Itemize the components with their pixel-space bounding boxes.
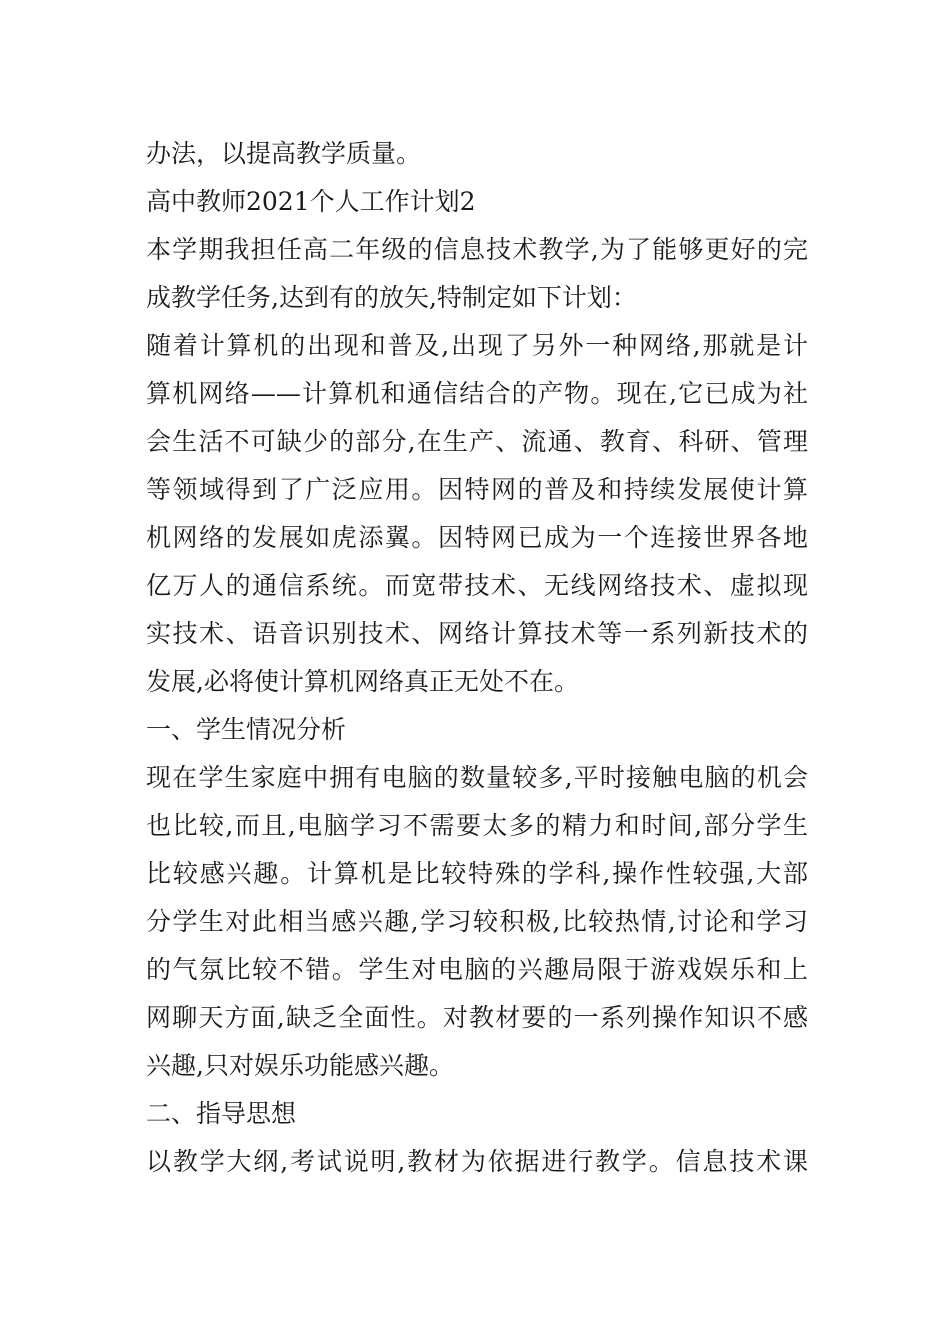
paragraph-line: 办法，以提高教学质量。 xyxy=(146,139,422,168)
document-body xyxy=(146,130,808,1186)
section-heading: 一、学生情况分析 xyxy=(146,715,347,744)
paragraph-line: 兴趣,只对娱乐功能感兴趣。 xyxy=(146,1051,454,1080)
paragraph-line: 现在学生家庭中拥有电脑的数量较多,平时接触电脑的机会 xyxy=(146,763,808,792)
paragraph-line: 算机网络——计算机和通信结合的产物。现在,它已成为社 xyxy=(146,379,808,408)
paragraph-line: 比较感兴趣。计算机是比较特殊的学科,操作性较强,大部 xyxy=(146,859,808,888)
paragraph-line: 机网络的发展如虎添翼。因特网已成为一个连接世界各地 xyxy=(146,523,808,552)
paragraph-line: 亿万人的通信系统。而宽带技术、无线网络技术、虚拟现 xyxy=(146,571,808,600)
paragraph-line: 以教学大纲,考试说明,教材为依据进行教学。信息技术课 xyxy=(146,1147,808,1176)
paragraph-line: 成教学任务,达到有的放矢,特制定如下计划： xyxy=(146,283,637,312)
section-title: 高中教师2021个人工作计划2 xyxy=(146,187,476,216)
paragraph-line: 随着计算机的出现和普及,出现了另外一种网络,那就是计 xyxy=(146,331,808,360)
paragraph-line: 等领域得到了广泛应用。因特网的普及和持续发展使计算 xyxy=(146,475,808,504)
paragraph-line: 发展,必将使计算机网络真正无处不在。 xyxy=(146,667,579,696)
section-heading: 二、指导思想 xyxy=(146,1099,297,1128)
paragraph-line: 会生活不可缺少的部分,在生产、流通、教育、科研、管理 xyxy=(146,427,808,456)
paragraph-line: 分学生对此相当感兴趣,学习较积极,比较热情,讨论和学习 xyxy=(146,907,808,936)
paragraph-line: 实技术、语音识别技术、网络计算技术等一系列新技术的 xyxy=(146,619,808,648)
paragraph-line: 也比较,而且,电脑学习不需要太多的精力和时间,部分学生 xyxy=(146,811,808,840)
paragraph-line: 本学期我担任高二年级的信息技术教学,为了能够更好的完 xyxy=(146,235,808,264)
paragraph-line: 的气氛比较不错。学生对电脑的兴趣局限于游戏娱乐和上 xyxy=(146,955,808,984)
paragraph-line: 网聊天方面,缺乏全面性。对教材要的一系列操作知识不感 xyxy=(146,1003,808,1032)
